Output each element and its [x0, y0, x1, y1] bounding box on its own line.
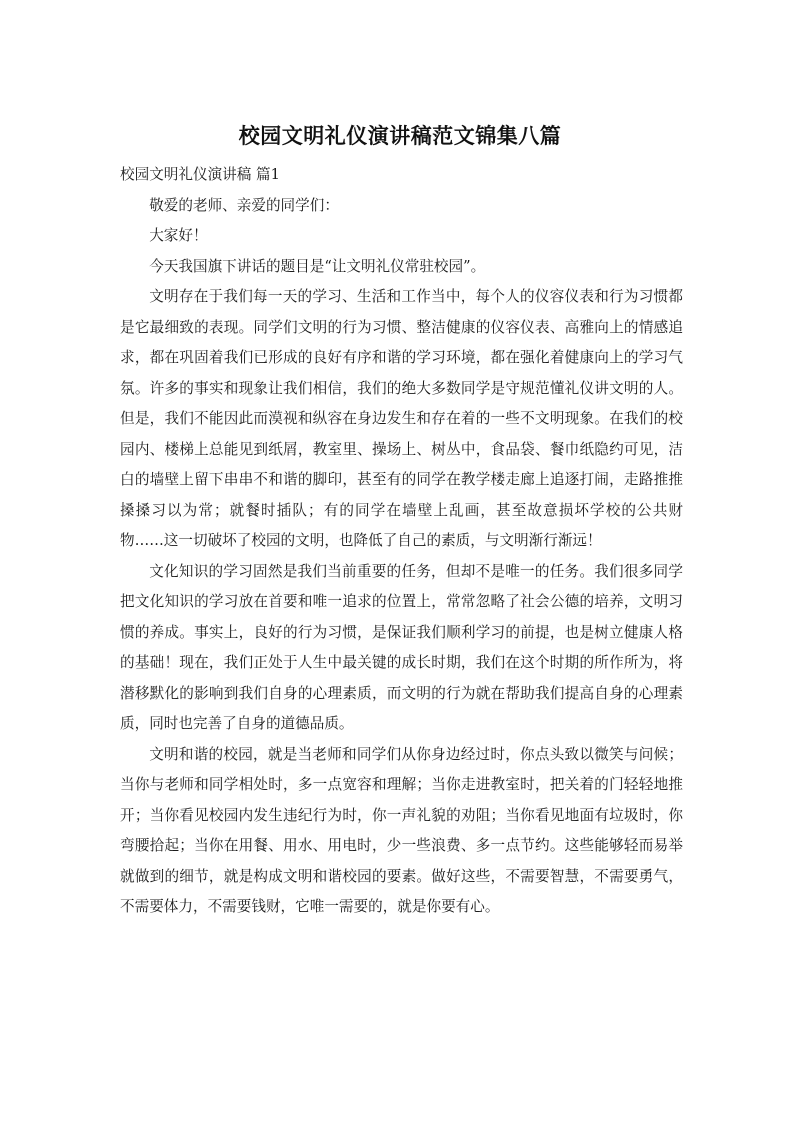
- paragraph-body-2: 文化知识的学习固然是我们当前重要的任务，但却不是唯一的任务。我们很多同学把文化知识的学习放在首要和唯一追求的位置上，常常忽略了社会公德的培养，文明习惯的养成。事实上，良好的行为习惯，是保证我们顺利学习的前提，也是树立健康人格的基础！现在，我们正处于人生中最关键的成长时期，我们在这个时期的所作所为，将潜移默化的影响到我们自身的心理素质，而文明的行为就在帮助我们提高自身的心理素质，同时也完善了自身的道德品质。: [120, 562, 683, 732]
- paragraph-body-1: 文明存在于我们每一天的学习、生活和工作当中，每个人的仪容仪表和行为习惯都是它最细致的表现。同学们文明的行为习惯、整洁健康的仪容仪表、高雅向上的情感追求，都在巩固着我们已形成的良好有序和谐的学习环境，都在强化着健康向上的学习气氛。许多的事实和现象让我们相信，我们的绝大多数同学是守规范懂礼仪讲文明的人。但是，我们不能因此而漠视和纵容在身边发生和存在着的一些不文明现象。在我们的校园内、楼梯上总能见到纸屑，教室里、操场上、树丛中，食品袋、餐巾纸隐约可见，洁白的墙壁上留下串串不和谐的脚印，甚至有的同学在教学楼走廊上追逐打闹，走路推推搡搡习以为常；就餐时插队；有的同学在墙壁上乱画，甚至故意损坏学校的公共财物……这一切破坏了校园的文明，也降低了自己的素质，与文明渐行渐远！: [120, 288, 683, 549]
- document-title: 校园文明礼仪演讲稿范文锦集八篇: [238, 124, 562, 148]
- paragraph-topic: 今天我国旗下讲话的题目是“让文明礼仪常驻校园”。: [149, 257, 486, 275]
- paragraph-greeting: 大家好！: [149, 227, 208, 244]
- document-body: [120, 160, 683, 923]
- paragraph-body-3: 文明和谐的校园，就是当老师和同学们从你身边经过时，你点头致以微笑与问候；当你与老师和同学相处时，多一点宽容和理解；当你走进教室时，把关着的门轻轻地推开；当你看见校园内发生违纪行为时，你一声礼貌的劝阻；当你看见地面有垃圾时，你弯腰拾起；当你在用餐、用水、用电时，少一些浪费、多一点节约。这些能够轻而易举就做到的细节，就是构成文明和谐校园的要素。做好这些，不需要智慧，不需要勇气，不需要体力，不需要钱财，它唯一需要的，就是你要有心。: [120, 745, 683, 915]
- section-heading: 校园文明礼仪演讲稿 篇1: [120, 166, 280, 183]
- paragraph-salutation: 敬爱的老师、亲爱的同学们：: [149, 196, 339, 214]
